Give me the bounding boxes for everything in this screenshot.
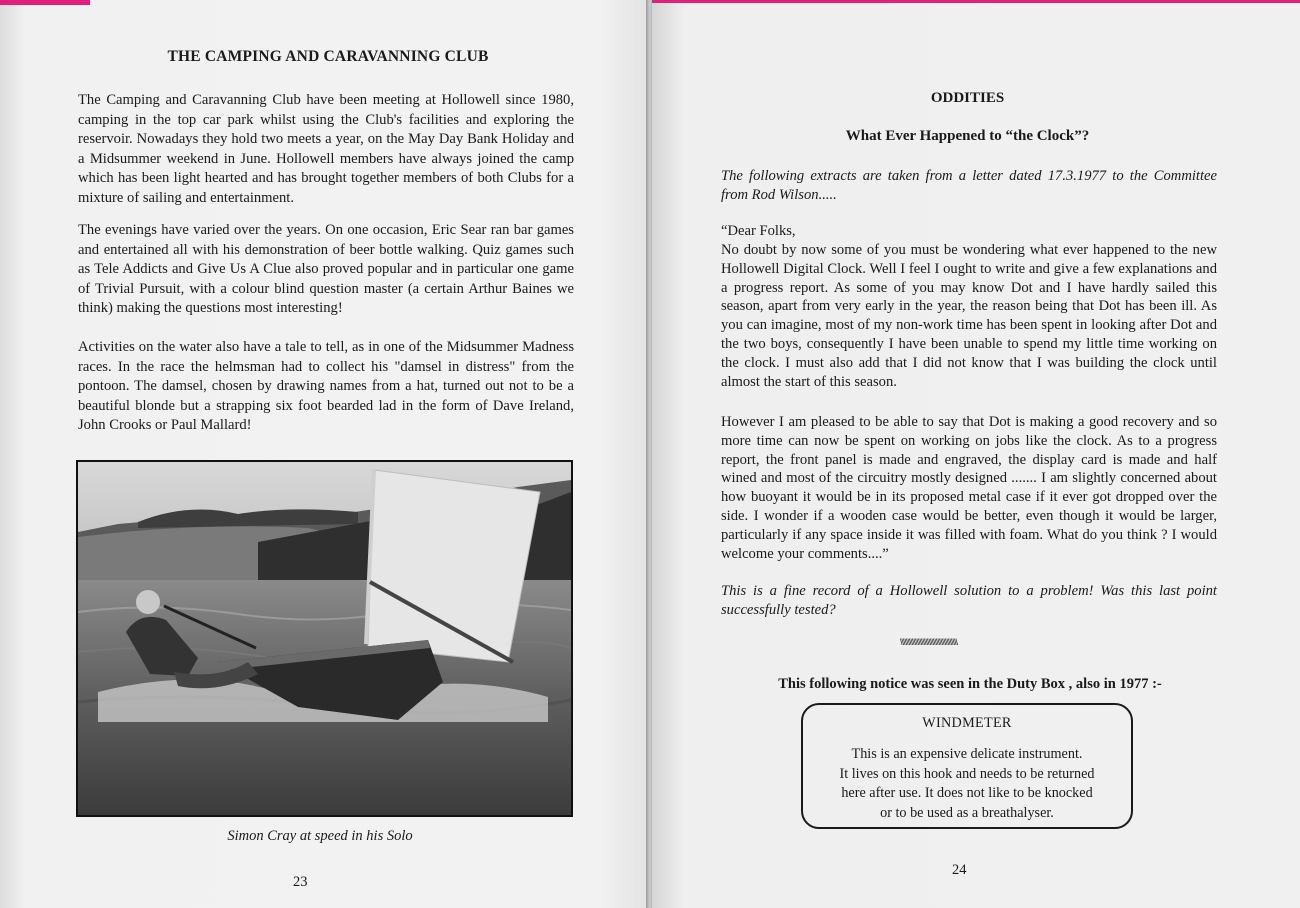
notice-intro: This following notice was seen in the Duty Box , also in 1977 :- <box>778 676 1162 692</box>
notice-box-body <box>803 745 1131 823</box>
article-subheading: What Ever Happened to “the Clock”? <box>845 128 1090 144</box>
intro-paragraph: The following extracts are taken from a letter dated 17.3.1977 to the Committee from Rod Wilson..... <box>721 168 1217 203</box>
notice-line: or to be used as a breathalyser. <box>880 804 1054 821</box>
left-page <box>0 0 648 908</box>
paragraph-1: The Camping and Caravanning Club have been meeting at Hollowell since 1980, camping in the top car park whilst using the Club's facilities and exploring the reservoir. Nowadays they hold two meets a year, on the May Day Bank Holiday and a Midsummer weekend in June. Hollowell members have always joined the camp which has been light hearted and has brought together members of both Clubs for a mixture of sailing and entertainment. <box>78 92 574 206</box>
page-edge-mark <box>0 0 90 5</box>
photo-caption: Simon Cray at speed in his Solo <box>227 828 413 844</box>
page-number-left: 23 <box>293 874 308 890</box>
notice-line: It lives on this hook and needs to be returned <box>839 765 1095 782</box>
letter-paragraph-1: No doubt by now some of you must be wondering what ever happened to the new Hollowell Digital Clock. Well I feel I ought to write and give a few explanations and a progress report. As some of you may know Dot and I have hardly sailed this season, apart from very early in the year, the reason being that Dot has been ill. As you can imagine, most of my non-work time has been spent in looking after Dot and the two boys, consequently I have been unable to spend my little time working on the clock. I must also add that I did not know that I was building the clock until almost the start of this season. <box>721 242 1217 390</box>
notice-line: This is an expensive delicate instrument. <box>851 746 1083 763</box>
notice-line: here after use. It does not like to be knocked <box>841 785 1093 802</box>
sailing-photo <box>76 460 573 817</box>
paragraph-2: The evenings have varied over the years. On one occasion, Eric Sear ran bar games and entertained all with his demonstration of beer bottle walking. Quiz games such as Tele Addicts and Give Us A Clue also proved popular and in particular one game of Trivial Pursuit, with a colour blind question master (a certain Arthur Baines we think) making the questions most interesting! <box>78 222 574 316</box>
page-number-right: 24 <box>952 862 967 878</box>
closing-remark: This is a fine record of a Hollowell solution to a problem! Was this last point successfully tested? <box>721 583 1217 618</box>
notice-box-title: WINDMETER <box>922 715 1012 731</box>
letter-salutation: “Dear Folks, <box>721 223 796 239</box>
decorative-divider: \\\\\\\\\\\\\\\\\\\\\\\\\\\\\\\\\\\\\\ <box>900 638 958 646</box>
dinghy-photo-illustration <box>78 462 571 815</box>
section-heading: ODDITIES <box>930 90 1005 106</box>
letter-paragraph-2: However I am pleased to be able to say that Dot is making a good recovery and so more time can now be spent on working on jobs like the clock. As to a progress report, the front panel is made and engraved, the display card is made and half wined and most of the circuitry mostly designed ....... I am slightly concerned about how buoyant it would be in its proposed metal case if it ever got dropped over the side. I wonder if a wooden case would be better, even though it would be larger, particularly if any space inside it was filled with foam. What do you think ? I would welcome your comments....” <box>721 414 1217 562</box>
windmeter-notice-box <box>801 703 1133 829</box>
paragraph-3: Activities on the water also have a tale to tell, as in one of the Midsummer Madness races. In the race the helmsman had to collect his "damsel in distress" from the pontoon. The damsel, chosen by drawing names from a hat, turned out not to be a beautiful blonde but a strapping six foot bearded lad in the form of Dave Ireland, John Crooks or Paul Mallard! <box>78 339 574 433</box>
page-edge-mark <box>652 0 1300 3</box>
article-title: THE CAMPING AND CARAVANNING CLUB <box>167 48 489 65</box>
